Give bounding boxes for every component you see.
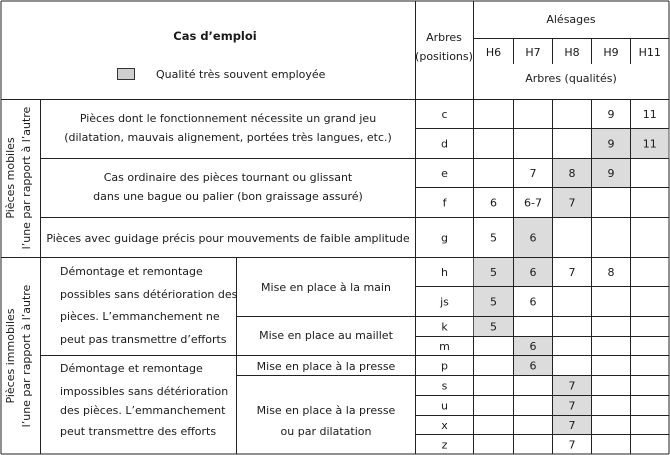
case-grand-jeu-line2: (dilatation, mauvais alignement, portées très langues, etc.) bbox=[64, 131, 392, 144]
quality-value: 5 bbox=[490, 295, 497, 309]
quality-value: 6-7 bbox=[524, 196, 542, 210]
quality-value: 6 bbox=[529, 295, 537, 309]
legend-text: Qualité très souvent employée bbox=[156, 68, 326, 81]
case-ordinaire-line1: Cas ordinaire des pièces tournant ou glissant bbox=[103, 171, 353, 184]
quality-value: 6 bbox=[529, 231, 537, 245]
mise-presse: Mise en place à la presse bbox=[256, 360, 396, 373]
shaft-position-c: c bbox=[441, 108, 448, 121]
mise-main: Mise en place à la main bbox=[261, 281, 391, 294]
quality-value: 5 bbox=[490, 320, 497, 334]
quality-value: 7 bbox=[568, 379, 576, 393]
shaft-position-u: u bbox=[441, 399, 448, 413]
alesages-label: Alésages bbox=[546, 13, 596, 26]
quality-value: 7 bbox=[568, 196, 576, 210]
arbres-label: Arbres bbox=[426, 31, 462, 44]
group-immobiles-line1: Pièces immobiles bbox=[4, 308, 17, 404]
shaft-position-z: z bbox=[441, 438, 448, 452]
shaft-position-d: d bbox=[441, 137, 448, 151]
case-demontage-possible-line3: pièces. L’emmanchement ne bbox=[60, 310, 220, 323]
mise-presse-dilatation-line1: Mise en place à la presse bbox=[256, 404, 396, 417]
quality-value: 6 bbox=[529, 266, 537, 279]
group-immobiles-line2: l’une par rapport à l’autre bbox=[20, 284, 33, 428]
mise-presse-dilatation-line2: ou par dilatation bbox=[280, 425, 372, 438]
shaft-position-f: f bbox=[442, 196, 447, 210]
shaft-position-k: k bbox=[441, 320, 448, 334]
case-ordinaire-line2: dans une bague ou palier (bon graissage assuré) bbox=[93, 190, 363, 203]
header-title: Cas d’emploi bbox=[173, 29, 257, 43]
shaft-position-x: x bbox=[441, 419, 448, 432]
case-demontage-possible-line2: possibles sans détérioration des bbox=[60, 288, 238, 301]
shaft-position-p: p bbox=[441, 359, 448, 373]
case-guidage-precis: Pièces avec guidage précis pour mouvements de faible amplitude bbox=[46, 232, 410, 245]
shaft-position-g: g bbox=[441, 231, 448, 245]
shaft-position-m: m bbox=[439, 340, 450, 353]
case-demontage-impossible-line3: des pièces. L’emmanchement bbox=[60, 404, 226, 417]
quality-value: 7 bbox=[529, 167, 537, 180]
case-demontage-impossible-line2: impossibles sans détérioration bbox=[60, 385, 229, 398]
arbres-qualites-label: Arbres (qualités) bbox=[525, 72, 617, 85]
case-grand-jeu-line1: Pièces dont le fonctionnement nécessite un grand jeu bbox=[79, 112, 377, 125]
case-demontage-possible-line4: peut pas transmettre d’efforts bbox=[60, 333, 227, 346]
shaft-position-s: s bbox=[441, 379, 448, 393]
positions-label: (positions) bbox=[415, 50, 473, 63]
column-header-h6: H6 bbox=[485, 46, 502, 59]
quality-value: 9 bbox=[607, 108, 615, 121]
quality-value: 6 bbox=[529, 359, 537, 373]
case-demontage-impossible-line1: Démontage et remontage bbox=[60, 362, 203, 375]
column-header-h7: H7 bbox=[525, 46, 541, 59]
quality-value: 5 bbox=[490, 231, 497, 245]
shaft-position-h: h bbox=[441, 266, 448, 279]
legend-swatch bbox=[118, 69, 135, 80]
quality-value: 7 bbox=[568, 419, 576, 432]
quality-value: 9 bbox=[607, 167, 615, 180]
quality-value: 9 bbox=[607, 137, 615, 151]
group-mobiles-line1: Pièces mobiles bbox=[4, 137, 17, 219]
column-header-h9: H9 bbox=[603, 46, 619, 59]
case-demontage-possible-line1: Démontage et remontage bbox=[60, 265, 203, 278]
group-mobiles-line2: l’une par rapport à l’autre bbox=[20, 106, 33, 250]
case-demontage-impossible-line4: peut transmettre des efforts bbox=[60, 425, 217, 438]
column-header-h11: H11 bbox=[638, 46, 661, 59]
quality-value: 5 bbox=[490, 266, 497, 279]
quality-value: 7 bbox=[568, 399, 576, 413]
quality-value: 8 bbox=[607, 266, 615, 279]
quality-value: 11 bbox=[642, 137, 657, 151]
shaft-position-js: js bbox=[440, 295, 449, 309]
quality-value: 7 bbox=[568, 438, 576, 452]
quality-value: 6 bbox=[529, 340, 537, 353]
quality-value: 6 bbox=[490, 196, 497, 210]
quality-value: 11 bbox=[642, 108, 657, 121]
quality-value: 7 bbox=[568, 266, 576, 279]
shaft-position-e: e bbox=[441, 167, 448, 180]
column-headers bbox=[486, 46, 661, 59]
column-header-h8: H8 bbox=[564, 46, 580, 59]
quality-value: 8 bbox=[568, 167, 576, 180]
mise-maillet: Mise en place au maillet bbox=[259, 329, 393, 342]
